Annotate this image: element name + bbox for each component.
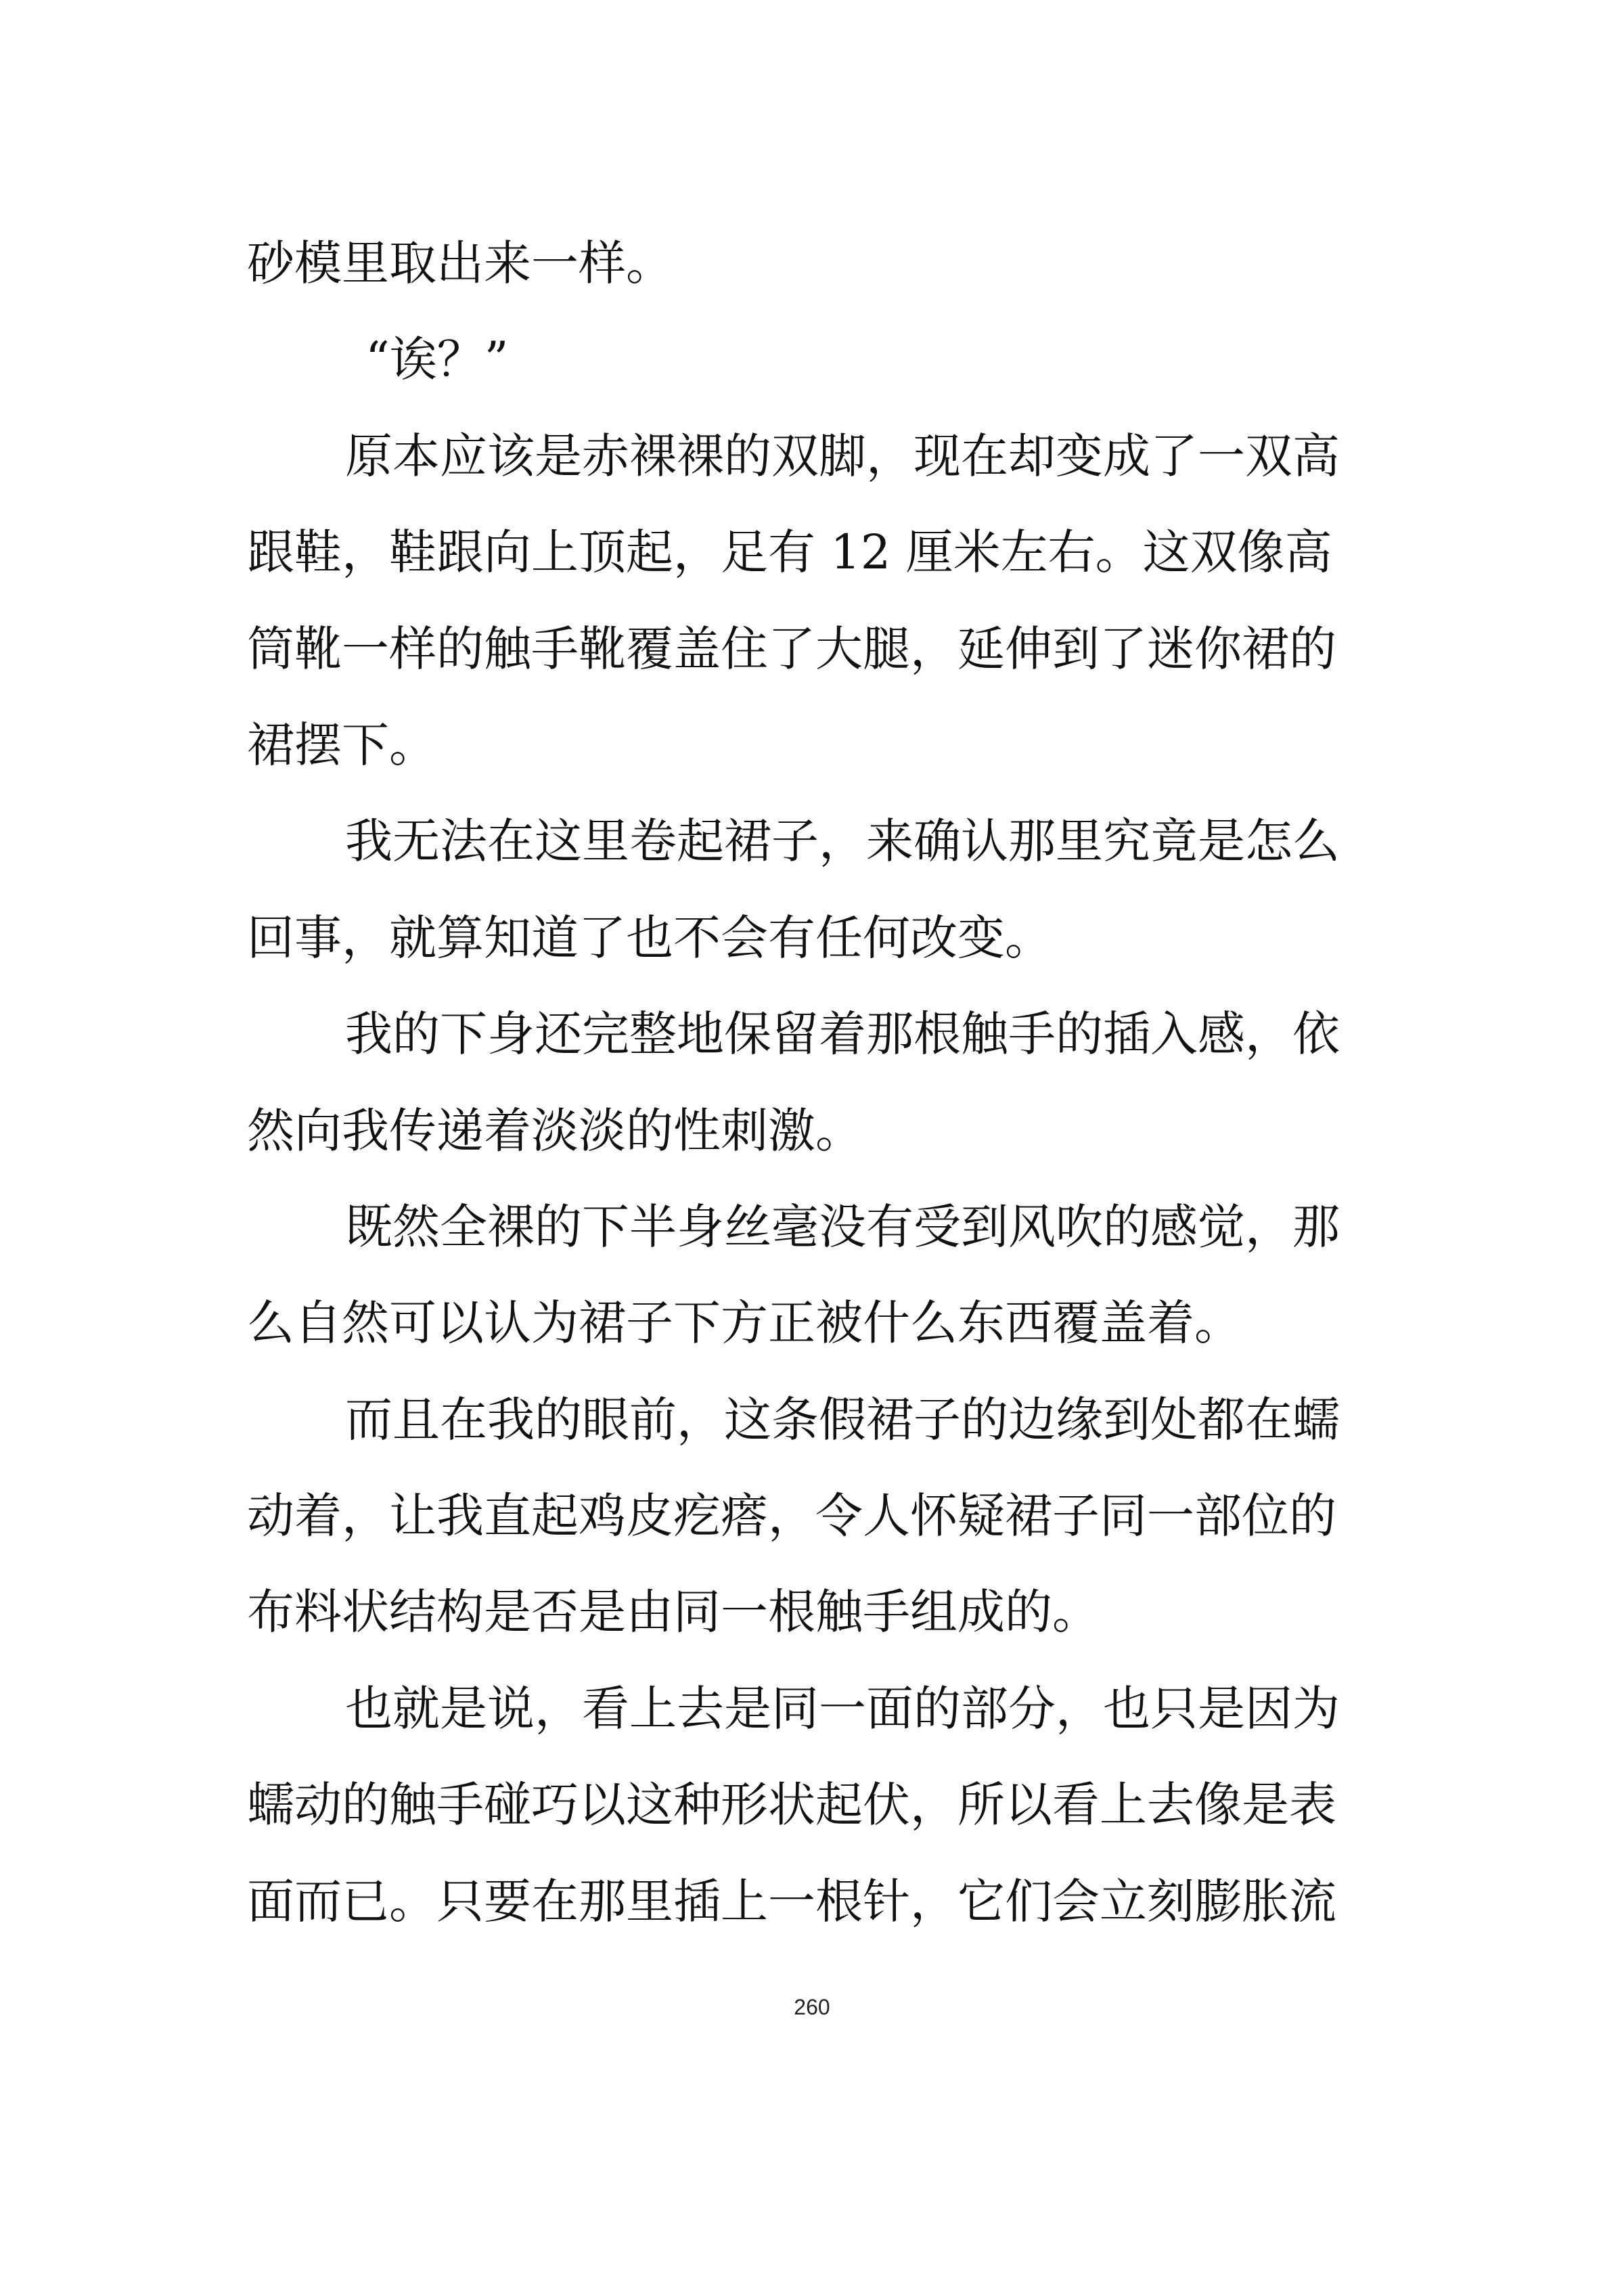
text-line: 裙摆下。 <box>247 717 436 773</box>
text-line: 我无法在这里卷起裙子，来确认那里究竟是怎么 <box>345 813 1340 870</box>
text-line: 回事，就算知道了也不会有任何改变。 <box>247 909 1052 966</box>
text-line: 动着，让我直起鸡皮疙瘩，令人怀疑裙子同一部位的 <box>247 1488 1336 1544</box>
text-line: 布料状结构是否是由同一根触手组成的。 <box>247 1584 1100 1640</box>
text-line: 我的下身还完整地保留着那根触手的插入感，依 <box>345 1006 1340 1062</box>
text-line: 跟鞋，鞋跟向上顶起，足有 12 厘米左右。这双像高 <box>247 524 1332 581</box>
text-line: 面而已。只要在那里插上一根针，它们会立刻膨胀流 <box>247 1873 1336 1929</box>
text-line: “诶？” <box>365 332 509 388</box>
text-line: 蠕动的触手碰巧以这种形状起伏，所以看上去像是表 <box>247 1777 1336 1833</box>
text-line: 么自然可以认为裙子下方正被什么东西覆盖着。 <box>247 1295 1242 1351</box>
text-line: 也就是说，看上去是同一面的部分，也只是因为 <box>345 1680 1340 1736</box>
page-number: 260 <box>794 1995 830 2019</box>
text-line: 既然全裸的下半身丝毫没有受到风吹的感觉，那 <box>345 1198 1340 1255</box>
body-text <box>247 215 1391 1950</box>
text-line: 而且在我的眼前，这条假裙子的边缘到处都在蠕 <box>345 1391 1340 1447</box>
text-line: 然向我传递着淡淡的性刺激。 <box>247 1102 863 1158</box>
text-line: 原本应该是赤裸裸的双脚，现在却变成了一双高 <box>345 428 1340 484</box>
text-line: 砂模里取出来一样。 <box>247 235 673 291</box>
text-line: 筒靴一样的触手靴覆盖住了大腿，延伸到了迷你裙的 <box>247 621 1336 677</box>
